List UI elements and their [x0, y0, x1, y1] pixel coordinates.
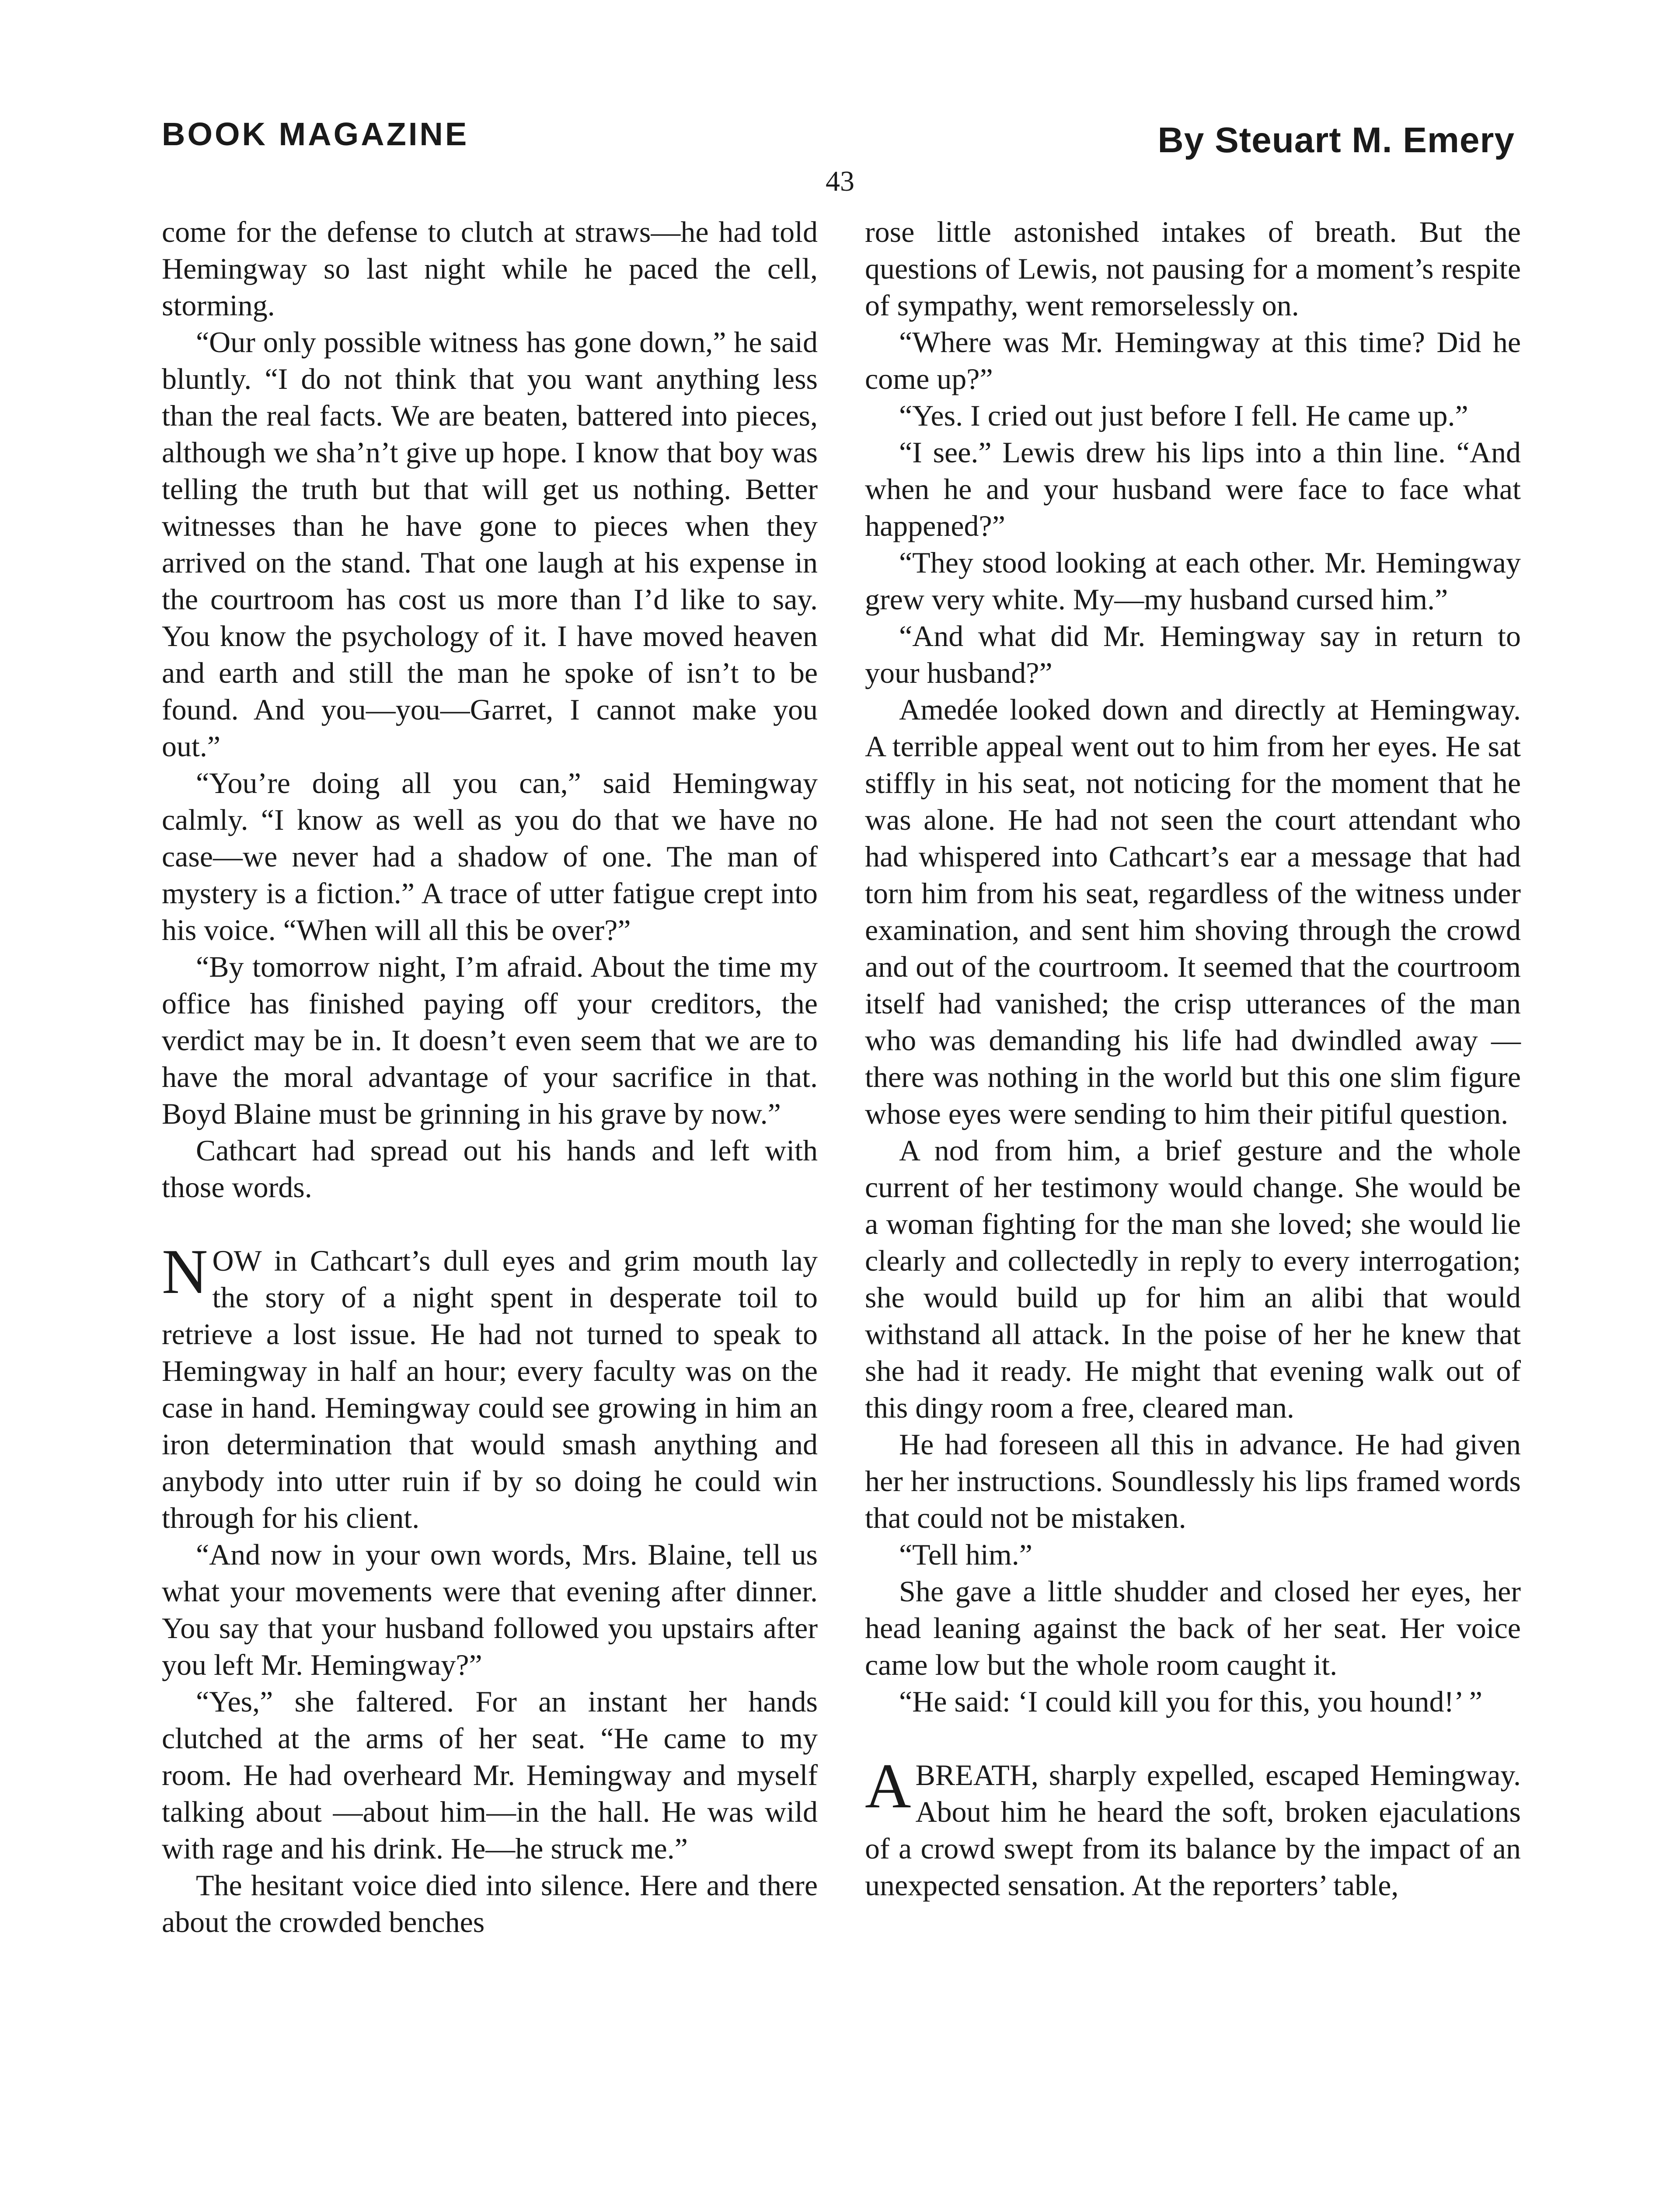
page-number: 43: [826, 165, 854, 197]
paragraph: “By tomorrow night, I’m afraid. About the time my office has finished paying off your creditors, the verdict may be in. It doesn’t even seem that we are to have the moral advantage of your sacrifice in that. Boyd Blaine must be grinning in his grave by now.”: [162, 950, 818, 1130]
author-byline: By Steuart M. Emery: [1157, 120, 1515, 160]
paragraph: rose little astonished intakes of breath. But the questions of Lewis, not pausing for a moment’s respite of sympathy, went remorselessly on.: [865, 215, 1521, 322]
drop-cap: N: [162, 1236, 208, 1307]
paragraph: She gave a little shudder and closed her eyes, her head leaning against the back of her seat. Her voice came low but the whole room caught it.: [865, 1575, 1521, 1681]
paragraph: The hesitant voice died into silence. Here and there about the crowded benches: [162, 1869, 818, 1939]
right-column: [865, 213, 1521, 1904]
paragraph: Amedée looked down and directly at Hemingway. A terrible appeal went out to him from her eyes. He sat stiffly in his seat, not noticing for the moment that he was alone. He had not seen the court attendant who had whispered into Cathcart’s ear a message that had torn him from his seat, regardless of the witness under examination, and sent him shoving through the crowd and out of the courtroom. It seemed that the courtroom itself had vanished; the crisp utterances of the man who was demanding his life had dwindled away —there was nothing in the world but this one slim figure whose eyes were sending to him their pitiful question.: [865, 693, 1521, 1130]
paragraph: come for the defense to clutch at straws—he had told Hemingway so last night while he paced the cell, storming.: [162, 215, 818, 322]
section-opening-text: BREATH, sharply expelled, escaped Hemingway. About him he heard the soft, broken ejaculations of a crowd swept from its balance by the impact of an unexpected sensation. At the reporters’ table,: [865, 1758, 1521, 1902]
paragraph: “Yes. I cried out just before I fell. He came up.”: [899, 399, 1468, 432]
section-opening-paragraph: [162, 1236, 818, 1536]
paragraph: “And now in your own words, Mrs. Blaine, tell us what your movements were that evening after dinner. You say that your husband followed you upstairs after you left Mr. Hemingway?”: [162, 1538, 818, 1681]
section-opening-text: OW in Cathcart’s dull eyes and grim mouth lay the story of a night spent in desperate toil to retrieve a lost issue. He had not turned to speak to Hemingway in half an hour; every faculty was on the case in hand. Hemingway could see growing in him an iron determination that would smash anything and anybody into utter ruin if by so doing he could win through for his client.: [162, 1244, 818, 1534]
paragraph: “You’re doing all you can,” said Hemingway calmly. “I know as well as you do that we have no case—we never had a shadow of one. The man of mystery is a fiction.” A trace of utter fatigue crept into his voice. “When will all this be over?”: [162, 766, 818, 947]
drop-cap: A: [865, 1750, 911, 1821]
left-column: [162, 213, 818, 1940]
paragraph: “And what did Mr. Hemingway say in return to your husband?”: [865, 619, 1521, 689]
paragraph: A nod from him, a brief gesture and the whole current of her testimony would change. She would be a woman fighting for the man she loved; she would lie clearly and collectedly in reply to every interrogation; she would build up for him an alibi that would withstand all attack. In the poise of her he knew that she had it ready. He might that evening walk out of this dingy room a free, cleared man.: [865, 1134, 1521, 1424]
paragraph: “Yes,” she faltered. For an instant her hands clutched at the arms of her seat. “He came to my room. He had overheard Mr. Hemingway and myself talking about —about him—in the hall. He was wild with rage and his drink. He—he struck me.”: [162, 1685, 818, 1865]
section-opening-paragraph: [865, 1750, 1521, 1904]
paragraph: “Where was Mr. Hemingway at this time? Did he come up?”: [865, 325, 1521, 395]
paragraph: “Tell him.”: [899, 1538, 1032, 1571]
paragraph: Cathcart had spread out his hands and left with those words.: [162, 1134, 818, 1204]
publication-name: BOOK MAGAZINE: [162, 116, 469, 152]
paragraph: “I see.” Lewis drew his lips into a thin line. “And when he and your husband were face to face what happened?”: [865, 436, 1521, 542]
paragraph: “They stood looking at each other. Mr. Hemingway grew very white. My—my husband cursed him.”: [865, 546, 1521, 616]
paragraph: “Our only possible witness has gone down,” he said bluntly. “I do not think that you want anything less than the real facts. We are beaten, battered into pieces, although we sha’n’t give up hope. I know that boy was telling the truth but that will get us nothing. Better witnesses than he have gone to pieces when they arrived on the stand. That one laugh at his expense in the courtroom has cost us more than I’d like to say. You know the psychology of it. I have moved heaven and earth and still the man he spoke of isn’t to be found. And you—you—Garret, I cannot make you out.”: [162, 325, 818, 763]
paragraph: He had foreseen all this in advance. He had given her her instructions. Soundlessly his lips framed words that could not be mistaken.: [865, 1428, 1521, 1534]
paragraph: “He said: ‘I could kill you for this, you hound!’ ”: [899, 1685, 1482, 1718]
